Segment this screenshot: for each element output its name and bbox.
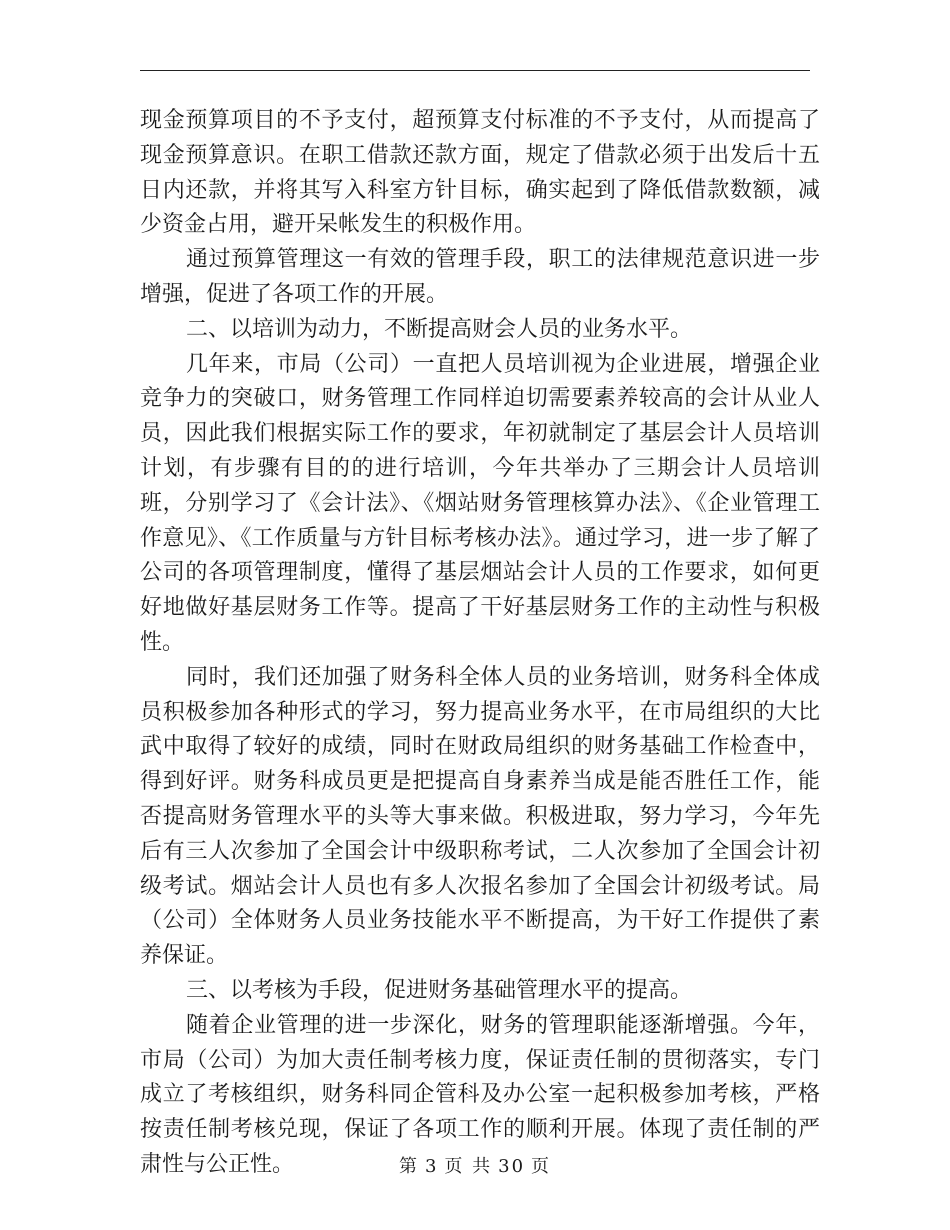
footer-middle: 页 共 (444, 1156, 493, 1177)
paragraph: 同时，我们还加强了财务科全体人员的业务培训，财务科全体成员积极参加各种形式的学习，努力提高业务水平，在市局组织的大比武中取得了较好的成绩，同时在财政局组织的财务基础工作检查中，得到好评。财务科成员更是把提高自身素养当成是能否胜任工作，能否提高财务管理水平的头等大事来做。积极进取，努力学习，今年先后有三人次参加了全国会计中级职称考试，二人次参加了全国会计初级考试。烟站会计人员也有多人次报名参加了全国会计初级考试。局（公司）全体财务人员业务技能水平不断提高，为干好工作提供了素养保证。 (140, 664, 820, 969)
footer-total-pages: 30 (498, 1156, 526, 1177)
header-rule (140, 70, 810, 71)
footer-suffix: 页 (531, 1156, 552, 1177)
paragraph: 现金预算项目的不予支付，超预算支付标准的不予支付，从而提高了现金预算意识。在职工借款还款方面，规定了借款必须于出发后十五日内还款，并将其写入科室方针目标，确实起到了降低借款数额，减少资金占用，避开呆帐发生的积极作用。 (140, 108, 820, 238)
footer-prefix: 第 (398, 1156, 419, 1177)
paragraph: 随着企业管理的进一步深化，财务的管理职能逐渐增强。今年，市局（公司）为加大责任制考核力度，保证责任制的贯彻落实，专门成立了考核组织，财务科同企管科及办公室一起积极参加考核，严格按责任制考核兑现，保证了各项工作的顺利开展。体现了责任制的严肃性与公正性。 (140, 1012, 820, 1177)
document-body (140, 104, 820, 1183)
section-heading: 三、以考核为手段，促进财务基础管理水平的提高。 (186, 977, 693, 1003)
paragraph: 通过预算管理这一有效的管理手段，职工的法律规范意识进一步增强，促进了各项工作的开展。 (140, 247, 820, 307)
footer-page-number: 3 (424, 1156, 439, 1177)
page-footer (0, 1152, 950, 1178)
paragraph: 几年来，市局（公司）一直把人员培训视为企业进展，增强企业竞争力的突破口，财务管理工作同样迫切需要素养较高的会计从业人员，因此我们根据实际工作的要求，年初就制定了基层会计人员培训计划，有步骤有目的的进行培训，今年共举办了三期会计人员培训班，分别学习了《会计法》、《烟站财务管理核算办法》、《企业管理工作意见》、《工作质量与方针目标考核办法》。通过学习，进一步了解了公司的各项管理制度，懂得了基层烟站会计人员的工作要求，如何更好地做好基层财务工作等。提高了干好基层财务工作的主动性与积极性。 (140, 351, 820, 655)
section-heading: 二、以培训为动力，不断提高财会人员的业务水平。 (186, 316, 693, 342)
